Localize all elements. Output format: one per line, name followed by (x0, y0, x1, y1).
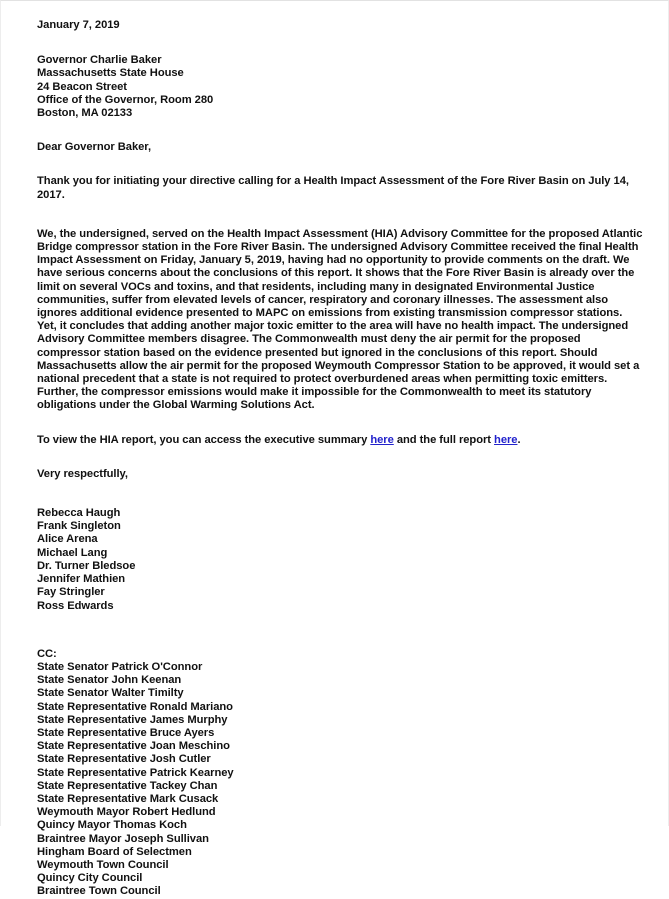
cc-label: CC: (37, 647, 57, 660)
links-suffix-text: . (517, 433, 521, 446)
spacer (37, 202, 643, 228)
list-item: Fay Stringler (37, 586, 105, 599)
list-item: State Representative Mark Cusack (37, 792, 219, 805)
recipient-room: Office of the Governor, Room 280 (37, 93, 214, 106)
list-item: Michael Lang (37, 546, 108, 559)
closing: Very respectfully, (37, 467, 128, 480)
list-item: State Representative Tackey Chan (37, 779, 218, 792)
list-item: State Representative Bruce Ayers (37, 726, 215, 739)
signatory-list (37, 507, 643, 613)
list-item: Weymouth Mayor Robert Hedlund (37, 806, 216, 819)
list-item: Weymouth Town Council (37, 858, 169, 871)
list-item: State Senator John Keenan (37, 674, 182, 687)
spacer (37, 120, 643, 141)
recipient-name: Governor Charlie Baker (37, 54, 162, 67)
intro-paragraph: Thank you for initiating your directive calling for a Health Impact Assessment of the Fore River Basin on July 14, 2017. (37, 175, 632, 201)
list-item: Ross Edwards (37, 599, 114, 612)
list-item: Rebecca Haugh (37, 507, 121, 520)
list-item: State Senator Patrick O'Connor (37, 660, 203, 673)
letter-body (37, 19, 646, 899)
list-item: State Representative Josh Cutler (37, 753, 211, 766)
cc-recipient-list (37, 661, 643, 899)
list-item: State Representative Patrick Kearney (37, 766, 234, 779)
list-item: Quincy City Council (37, 872, 143, 885)
recipient-organization: Massachusetts State House (37, 67, 184, 80)
spacer (37, 447, 643, 468)
list-item: Braintree Town Council (37, 885, 161, 898)
full-report-link[interactable]: here (494, 433, 518, 446)
list-item: State Representative James Murphy (37, 713, 228, 726)
list-item: Dr. Turner Bledsoe (37, 559, 136, 572)
spacer (37, 613, 643, 648)
spacer (37, 413, 643, 434)
spacer (37, 32, 643, 54)
recipient-address-block (37, 54, 643, 120)
list-item: State Representative Joan Meschino (37, 740, 230, 753)
spacer (37, 481, 643, 507)
links-prefix-text: To view the HIA report, you can access the executive summary (37, 433, 371, 446)
list-item: State Representative Ronald Mariano (37, 700, 233, 713)
recipient-city-state-zip: Boston, MA 02133 (37, 107, 133, 120)
list-item: Frank Singleton (37, 520, 121, 533)
links-paragraph (37, 434, 643, 447)
list-item: Alice Arena (37, 533, 98, 546)
executive-summary-link[interactable]: here (370, 433, 394, 446)
list-item: Hingham Board of Selectmen (37, 845, 192, 858)
salutation: Dear Governor Baker, (37, 141, 152, 154)
list-item: Jennifer Mathien (37, 573, 126, 586)
list-item: State Senator Walter Timilty (37, 687, 184, 700)
spacer (37, 154, 643, 175)
list-item: Quincy Mayor Thomas Koch (37, 819, 187, 832)
list-item: Braintree Mayor Joseph Sullivan (37, 832, 209, 845)
body-paragraph: We, the undersigned, served on the Health Impact Assessment (HIA) Advisory Committee for the proposed Atlantic Bridge compressor station in the Fore River Basin. The undersigned Advisory Committee received the final Health Impact Assessment on Friday, January 5, 2019, having had no opportunity to provide comments on the draft. We have serious concerns about the conclusions of this report. It shows that the Fore River Basin is already over the limit on several VOCs and toxins, and that residents, including many in designated Environmental Justice communities, suffer from elevated levels of cancer, respiratory and coronary illnesses. The assessment also ignores additional evidence presented to MAPC on emissions from existing transmission compressor stations. Yet, it concludes that adding another major toxic emitter to the area will have no health impact. The undersigned Advisory Committee members disagree. The Commonwealth must deny the air permit for the proposed compressor station based on the evidence presented but ignored in the conclusions of this report. Should Massachusetts allow the air permit for the proposed Weymouth Compressor Station to be approved, it would set a national precedent that a state is not required to protect overburdened areas when permitting toxic emitters. Further, the compressor emissions would make it impossible for the Commonwealth to meet its statutory obligations under the Global Warming Solutions Act. (37, 227, 646, 412)
links-middle-text: and the full report (393, 433, 495, 446)
recipient-street: 24 Beacon Street (37, 80, 127, 93)
letter-date: January 7, 2019 (37, 19, 120, 31)
